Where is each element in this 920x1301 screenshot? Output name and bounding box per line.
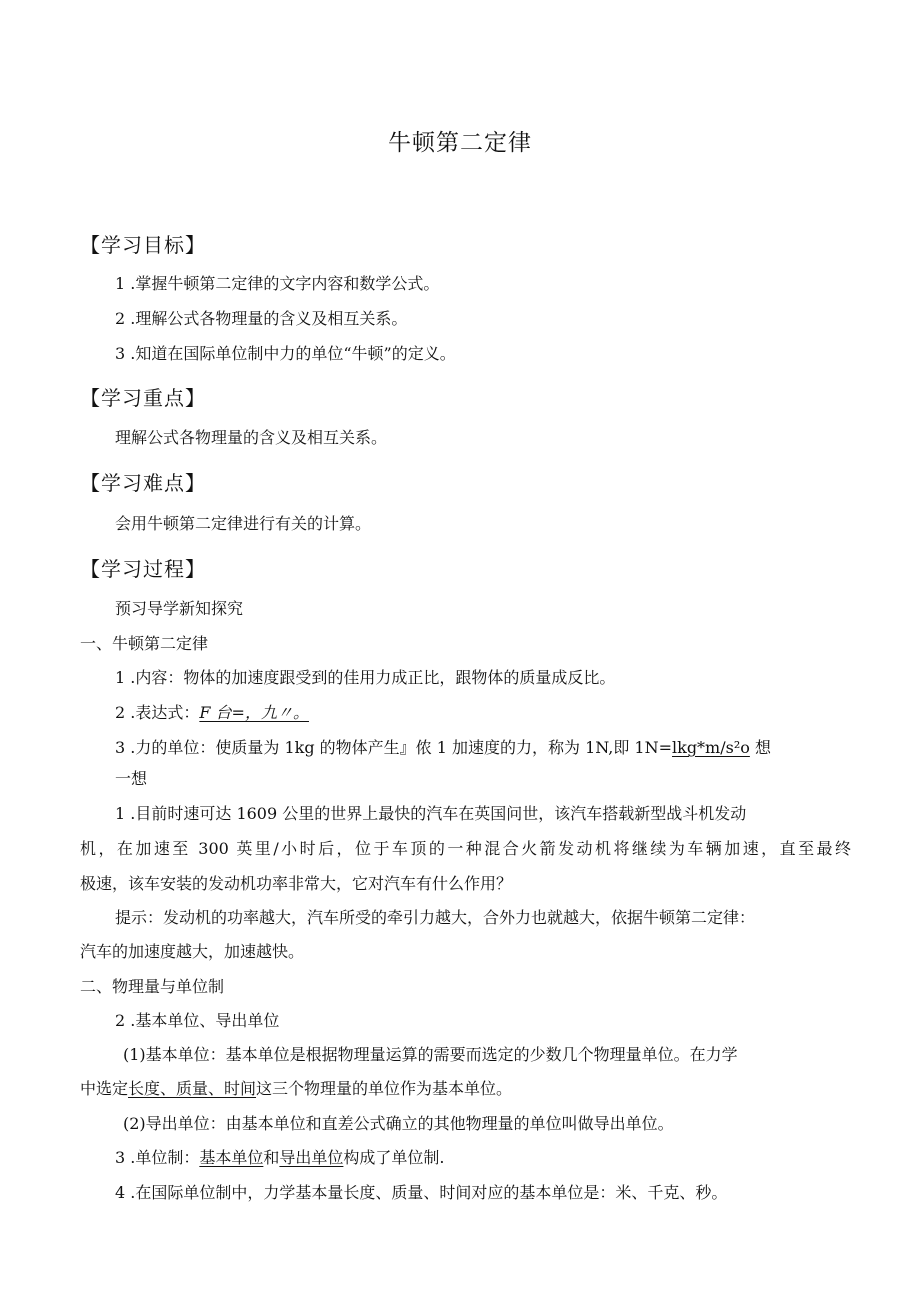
hint-line-2: 汽车的加速度越大，加速越快。	[80, 942, 305, 961]
section-heading-focus: 【学习重点】	[80, 386, 206, 410]
formula-text: F 台=，九〃。	[199, 703, 309, 722]
part1-heading: 一、牛顿第二定律	[80, 634, 209, 653]
page-title: 牛顿第二定律	[388, 130, 532, 156]
units-item-3	[115, 1147, 445, 1169]
section-heading-process: 【学习过程】	[80, 557, 206, 581]
question-1-line-3: 极速，该车安装的发动机功率非常大，它对汽车有什么作用？	[80, 874, 513, 893]
unit-system-prefix: 3 .单位制：	[115, 1148, 200, 1167]
units-item-2: 2 .基本单位、导出单位	[115, 1011, 280, 1030]
question-1-line-1: 1 .目前时速可达 1609 公里的世界上最快的汽车在英国问世，该汽车搭载新型战斗机发动	[115, 804, 747, 823]
basic-unit-line-2	[80, 1078, 512, 1100]
force-unit-item	[115, 737, 771, 759]
focus-text: 理解公式各物理量的含义及相互关系。	[115, 428, 388, 447]
hint-line-1: 提示：发动机的功率越大，汽车所受的牵引力越大，合外力也就越大，依据牛顿第二定律：	[115, 908, 756, 927]
basic-quantities: 长度、质量、时间	[128, 1079, 257, 1098]
basic-unit-suffix: 这三个物理量的单位作为基本单位。	[256, 1079, 513, 1098]
goal-item-1: 1 .掌握牛顿第二定律的文字内容和数学公式。	[115, 274, 440, 293]
think-label: 想	[749, 738, 771, 757]
unit-system-basic: 基本单位	[199, 1148, 264, 1167]
force-unit-text: 3 .力的单位：使质量为 1kg 的物体产生』侬 1 加速度的力，称为 1N,即 1N=	[115, 738, 672, 757]
unit-system-suffix: 构成了单位制.	[343, 1148, 445, 1167]
unit-system-and: 和	[263, 1148, 280, 1167]
law-content-item: 1 .内容：物体的加速度跟受到的佳用力成正比，跟物体的质量成反比。	[115, 668, 616, 687]
basic-unit-prefix: 中选定	[80, 1079, 129, 1098]
goal-item-2: 2 .理解公式各物理量的含义及相互关系。	[115, 309, 408, 328]
newton-unit-definition: lkg*m∕s²o	[672, 738, 750, 757]
basic-unit-line-1: (1)基本单位：基本单位是根据物理量运算的需要而选定的少数几个物理量单位。在力学	[123, 1045, 738, 1064]
question-1-line-2: 机，在加速至 300 英里/小时后，位于车顶的一种混合火箭发动机将继续为车辆加速，直至最终	[80, 839, 851, 858]
section-heading-difficulty: 【学习难点】	[80, 471, 206, 495]
units-item-4: 4 .在国际单位制中，力学基本量长度、质量、时间对应的基本单位是：米、千克、秒。	[115, 1183, 728, 1202]
goal-item-3: 3 .知道在国际单位制中力的单位“牛顿”的定义。	[115, 344, 456, 363]
law-formula-item	[115, 702, 309, 724]
unit-system-derived: 导出单位	[279, 1148, 344, 1167]
formula-label: 2 .表达式：	[115, 703, 200, 722]
difficulty-text: 会用牛顿第二定律进行有关的计算。	[115, 514, 372, 533]
section-heading-goals: 【学习目标】	[80, 233, 206, 257]
part2-heading: 二、物理量与单位制	[80, 977, 225, 996]
derived-unit-line: (2)导出单位：由基本单位和直差公式确立的其他物理量的单位叫做导出单位。	[123, 1114, 674, 1133]
think-label-continued: 一想	[115, 769, 148, 788]
preview-label: 预习导学新知探究	[115, 599, 244, 618]
